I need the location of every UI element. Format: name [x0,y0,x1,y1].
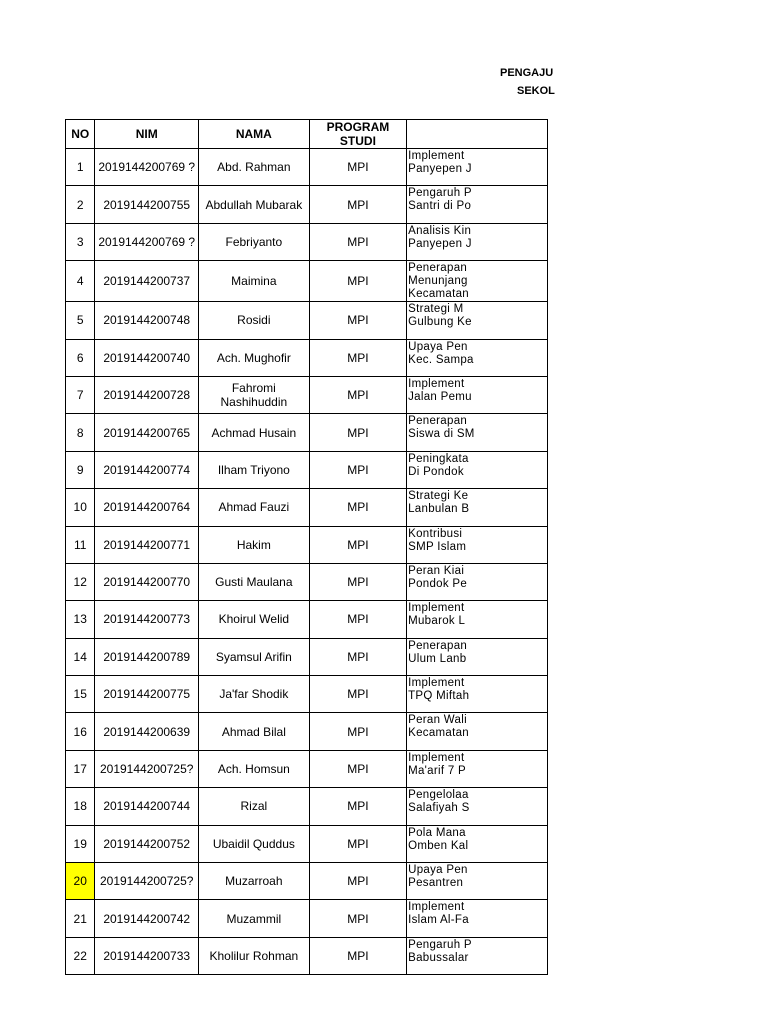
cell-program-studi[interactable]: MPI [309,638,406,675]
cell-judul[interactable]: Implement Jalan Pemu [407,376,548,413]
cell-nim[interactable]: 2019144200764 [95,489,199,526]
cell-no[interactable]: 10 [66,489,95,526]
table-row [66,937,548,974]
cell-nama[interactable]: Gusti Maulana [198,563,309,600]
cell-nama[interactable]: Muzammil [198,900,309,937]
cell-no[interactable]: 18 [66,788,95,825]
table-row [66,900,548,937]
cell-nama[interactable]: Maimina [198,261,309,302]
cell-no[interactable]: 9 [66,451,95,488]
cell-nama[interactable]: Achmad Husain [198,414,309,451]
table-row [66,414,548,451]
cell-nama[interactable]: Ja'far Shodik [198,676,309,713]
cell-judul[interactable]: Peningkata Di Pondok [407,451,548,488]
cell-program-studi[interactable]: MPI [309,376,406,413]
cell-nim[interactable]: 2019144200748 [95,302,199,339]
cell-judul[interactable]: Implement Panyepen J [407,149,548,186]
cell-no[interactable]: 5 [66,302,95,339]
cell-judul[interactable]: Implement Islam Al-Fa [407,900,548,937]
column-header-no: NO [66,120,95,149]
cell-program-studi[interactable]: MPI [309,788,406,825]
cell-no[interactable]: 15 [66,676,95,713]
cell-nama[interactable]: Abdullah Mubarak [198,186,309,223]
cell-judul[interactable]: Implement Mubarok L [407,601,548,638]
table-row [66,638,548,675]
cell-nama[interactable]: Ilham Triyono [198,451,309,488]
cell-nim[interactable]: 2019144200725? [95,863,199,900]
cell-no[interactable]: 6 [66,339,95,376]
cell-no[interactable]: 17 [66,750,95,787]
cell-judul[interactable]: Strategi Ke Lanbulan B [407,489,548,526]
cell-nim[interactable]: 2019144200744 [95,788,199,825]
table-header-row [66,120,548,149]
cell-nim[interactable]: 2019144200773 [95,601,199,638]
cell-nim[interactable]: 2019144200769 ? [95,149,199,186]
cell-nama[interactable]: Ahmad Fauzi [198,489,309,526]
cell-judul[interactable]: Penerapan Menunjang Kecamatan [407,261,548,302]
cell-no[interactable]: 14 [66,638,95,675]
cell-program-studi[interactable]: MPI [309,676,406,713]
cell-judul[interactable]: Peran Kiai Pondok Pe [407,563,548,600]
table-row [66,713,548,750]
table-row [66,863,548,900]
table-row [66,451,548,488]
cell-judul[interactable]: Strategi M Gulbung Ke [407,302,548,339]
cell-judul[interactable]: Penerapan Ulum Lanb [407,638,548,675]
cell-nim[interactable]: 2019144200725? [95,750,199,787]
cell-no[interactable]: 4 [66,261,95,302]
cell-no[interactable]: 13 [66,601,95,638]
cell-program-studi[interactable]: MPI [309,339,406,376]
column-header-judul [407,120,548,149]
cell-program-studi[interactable]: MPI [309,601,406,638]
table-row [66,223,548,260]
cell-nim[interactable]: 2019144200752 [95,825,199,862]
column-header-nama: NAMA [198,120,309,149]
cell-nim[interactable]: 2019144200775 [95,676,199,713]
cell-program-studi[interactable]: MPI [309,825,406,862]
cell-judul[interactable]: Upaya Pen Kec. Sampa [407,339,548,376]
cell-nim[interactable]: 2019144200740 [95,339,199,376]
cell-no[interactable]: 22 [66,937,95,974]
cell-nim[interactable]: 2019144200774 [95,451,199,488]
cell-nim[interactable]: 2019144200742 [95,900,199,937]
column-header-nim: NIM [95,120,199,149]
cell-nama[interactable]: Ach. Mughofir [198,339,309,376]
cell-judul[interactable]: Implement Ma'arif 7 P [407,750,548,787]
cell-program-studi[interactable]: MPI [309,526,406,563]
cell-nim[interactable]: 2019144200769 ? [95,223,199,260]
cell-nim[interactable]: 2019144200733 [95,937,199,974]
cell-no[interactable]: 3 [66,223,95,260]
cell-program-studi[interactable]: MPI [309,937,406,974]
cell-no[interactable]: 21 [66,900,95,937]
cell-judul[interactable]: Upaya Pen Pesantren [407,863,548,900]
cell-judul[interactable]: Pola Mana Omben Kal [407,825,548,862]
cell-judul[interactable]: Peran Wali Kecamatan [407,713,548,750]
cell-program-studi[interactable]: MPI [309,563,406,600]
cell-nama[interactable]: Syamsul Arifin [198,638,309,675]
cell-program-studi[interactable]: MPI [309,489,406,526]
cell-no[interactable]: 11 [66,526,95,563]
table-row [66,601,548,638]
cell-nim[interactable]: 2019144200728 [95,376,199,413]
cell-judul[interactable]: Analisis Kin Panyepen J [407,223,548,260]
cell-program-studi[interactable]: MPI [309,451,406,488]
cell-nim[interactable]: 2019144200639 [95,713,199,750]
cell-nama[interactable]: Febriyanto [198,223,309,260]
cell-no[interactable]: 12 [66,563,95,600]
table-row [66,489,548,526]
table-row [66,563,548,600]
cell-judul[interactable]: Pengaruh P Santri di Po [407,186,548,223]
cell-program-studi[interactable]: MPI [309,414,406,451]
table-row [66,526,548,563]
table-row [66,302,548,339]
table-row [66,376,548,413]
cell-nama[interactable]: Muzarroah [198,863,309,900]
table-row [66,149,548,186]
cell-program-studi[interactable]: MPI [309,302,406,339]
cell-program-studi[interactable]: MPI [309,750,406,787]
cell-judul[interactable]: Implement TPQ Miftah [407,676,548,713]
cell-judul[interactable]: Pengaruh P Babussalar [407,937,548,974]
cell-nama[interactable]: Ach. Homsun [198,750,309,787]
cell-nama[interactable]: Hakim [198,526,309,563]
cell-nama[interactable]: Ahmad Bilal [198,713,309,750]
cell-nim[interactable]: 2019144200765 [95,414,199,451]
cell-no[interactable]: 8 [66,414,95,451]
cell-nim[interactable]: 2019144200737 [95,261,199,302]
cell-nama[interactable]: Rizal [198,788,309,825]
table-row [66,788,548,825]
cell-judul[interactable]: Pengelolaa Salafiyah S [407,788,548,825]
cell-nim[interactable]: 2019144200755 [95,186,199,223]
cell-nim[interactable]: 2019144200771 [95,526,199,563]
cell-nim[interactable]: 2019144200789 [95,638,199,675]
cell-nama[interactable]: Rosidi [198,302,309,339]
cell-program-studi[interactable]: MPI [309,223,406,260]
cell-program-studi[interactable]: MPI [309,863,406,900]
cell-no[interactable]: 2 [66,186,95,223]
cell-nama[interactable]: Fahromi Nashihuddin [198,376,309,413]
document-title-line1: PENGAJU [500,67,554,79]
cell-nama[interactable]: Abd. Rahman [198,149,309,186]
document-title-line2: SEKOL [517,85,555,97]
cell-program-studi[interactable]: MPI [309,900,406,937]
cell-nama[interactable]: Kholilur Rohman [198,937,309,974]
cell-no[interactable]: 20 [66,863,95,900]
cell-no[interactable]: 16 [66,713,95,750]
student-table [65,119,548,975]
table-row [66,339,548,376]
table-row [66,825,548,862]
cell-no[interactable]: 7 [66,376,95,413]
column-header-program-studi: PROGRAM STUDI [309,120,406,149]
cell-program-studi[interactable]: MPI [309,713,406,750]
cell-no[interactable]: 19 [66,825,95,862]
table-row [66,186,548,223]
table-row [66,676,548,713]
cell-nim[interactable]: 2019144200770 [95,563,199,600]
cell-program-studi[interactable]: MPI [309,261,406,302]
cell-no[interactable]: 1 [66,149,95,186]
cell-judul[interactable]: Kontribusi SMP Islam [407,526,548,563]
cell-judul[interactable]: Penerapan Siswa di SM [407,414,548,451]
cell-program-studi[interactable]: MPI [309,149,406,186]
table-row [66,261,548,302]
cell-nama[interactable]: Ubaidil Quddus [198,825,309,862]
cell-program-studi[interactable]: MPI [309,186,406,223]
cell-nama[interactable]: Khoirul Welid [198,601,309,638]
table-row [66,750,548,787]
